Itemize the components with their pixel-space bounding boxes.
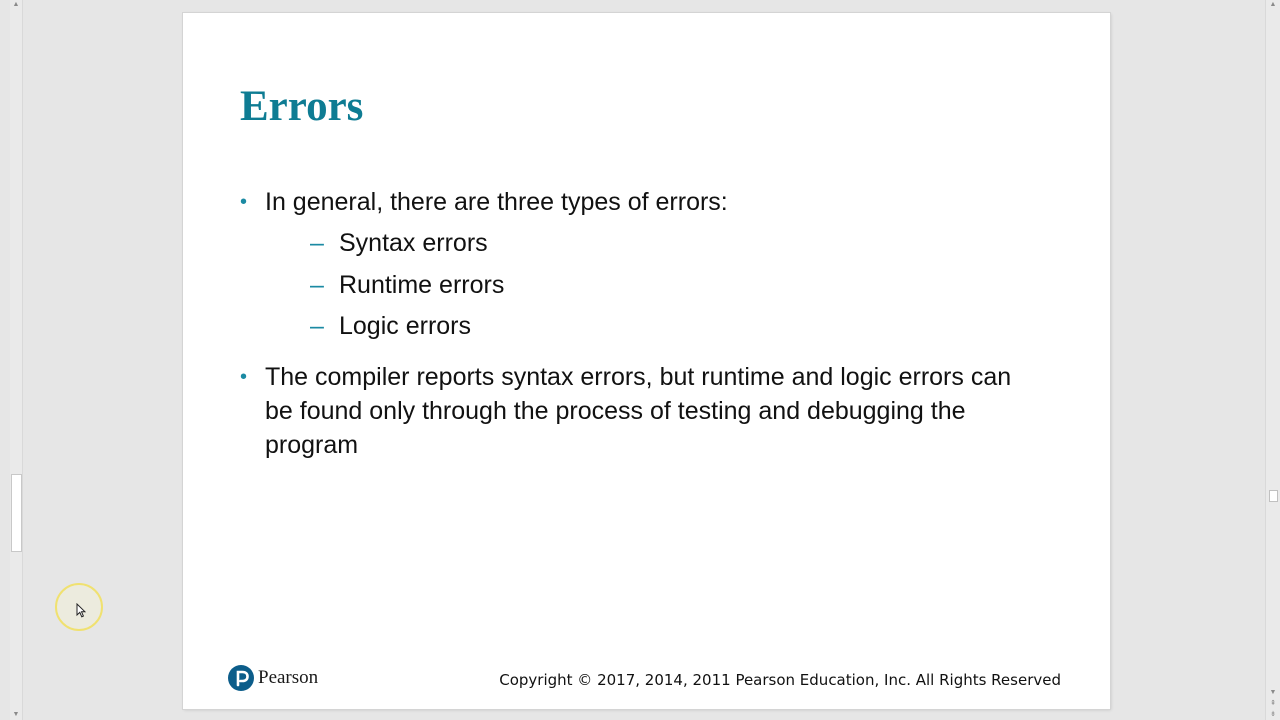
sub-bullet-item xyxy=(265,223,1040,265)
bullet-text: In general, there are three types of errors: xyxy=(265,188,728,216)
thumbnail-pane-scrollbar[interactable] xyxy=(10,0,23,720)
bullet-marker: • xyxy=(240,365,248,388)
sub-bullet-list xyxy=(265,223,1040,348)
pearson-logo xyxy=(228,665,318,691)
slide-canvas[interactable] xyxy=(183,13,1110,709)
sub-bullet-text: Runtime errors xyxy=(339,270,505,299)
next-slide-icon[interactable]: ⇟ xyxy=(1270,711,1276,718)
scrollbar-thumb[interactable] xyxy=(1269,490,1278,502)
sub-bullet-item xyxy=(265,306,1040,348)
sub-bullet-item xyxy=(265,265,1040,307)
bullet-item xyxy=(240,360,1040,462)
sub-bullet-marker: – xyxy=(310,229,324,257)
previous-slide-icon[interactable]: ⇞ xyxy=(1270,700,1276,707)
mouse-pointer-icon xyxy=(76,603,86,623)
slide-title: Errors xyxy=(240,83,364,130)
bullet-item xyxy=(240,185,1040,348)
slide-scrollbar[interactable] xyxy=(1265,0,1280,720)
sub-bullet-marker: – xyxy=(310,270,324,299)
scrollbar-thumb[interactable] xyxy=(11,474,22,552)
bullet-text: The compiler reports syntax errors, but runtime and logic errors can be found only through the process of testing and debugging the program xyxy=(265,362,1012,459)
copyright-notice: Copyright © 2017, 2014, 2011 Pearson Education, Inc. All Rights Reserved xyxy=(499,671,1061,689)
pearson-logo-text: Pearson xyxy=(258,667,319,688)
sub-bullet-text: Logic errors xyxy=(339,312,471,340)
scroll-down-icon[interactable]: ▼ xyxy=(1269,689,1277,696)
bullet-marker: • xyxy=(240,191,248,213)
sub-bullet-marker: – xyxy=(310,312,324,340)
pearson-logo-icon xyxy=(228,665,254,691)
scroll-up-icon[interactable]: ▲ xyxy=(1269,1,1277,8)
sub-bullet-text: Syntax errors xyxy=(339,229,488,257)
scroll-down-icon[interactable]: ▼ xyxy=(12,711,20,718)
bullet-list xyxy=(240,185,1040,462)
scroll-up-icon[interactable]: ▲ xyxy=(12,1,20,8)
